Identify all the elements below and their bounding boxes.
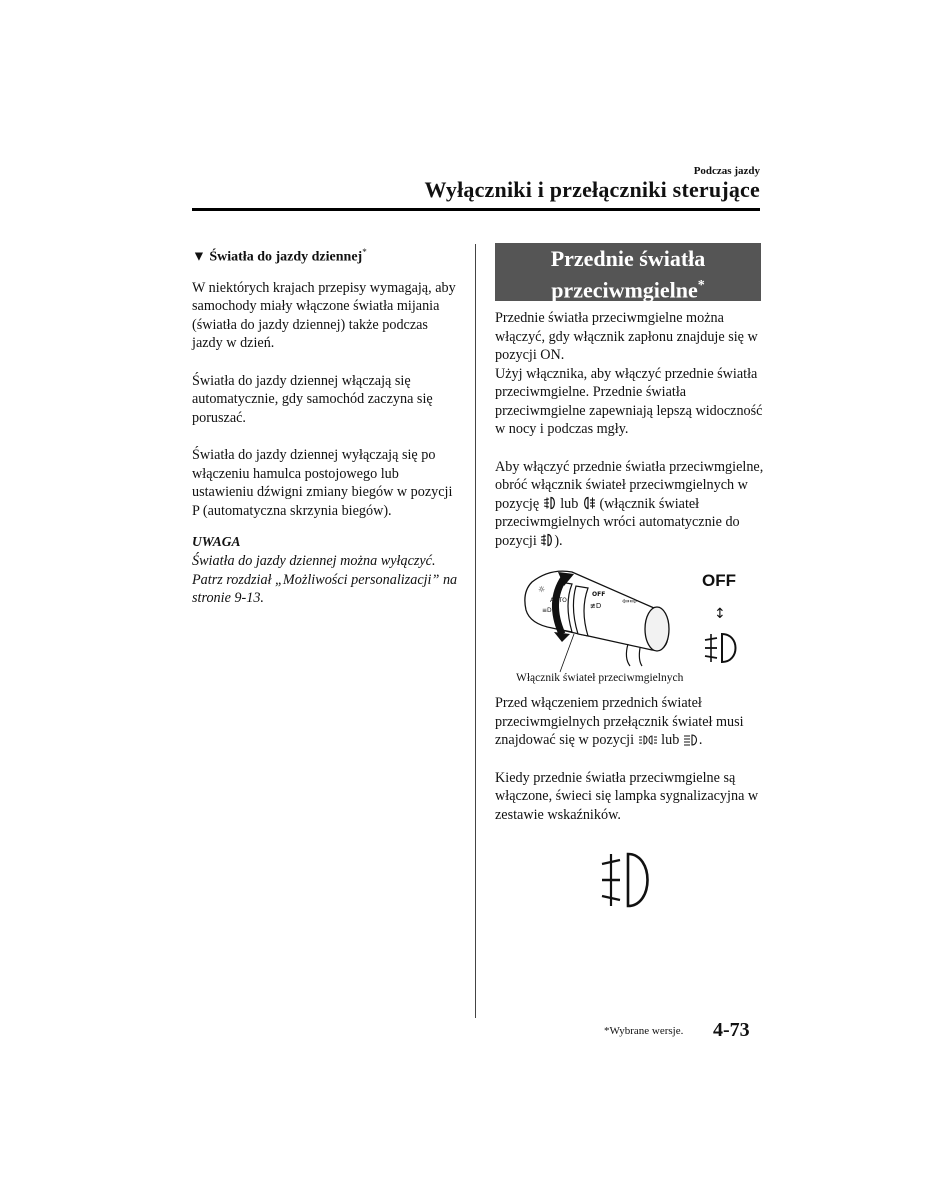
paragraph-fog-3-d: ).: [554, 532, 563, 549]
subsection-heading: [192, 242, 462, 268]
paragraph-fog-4-a: Przed włączeniem przednich świateł przeciwmgielnych przełącznik świateł musi znajdować się w pozycji: [495, 695, 744, 748]
paragraph-3: Światła do jazdy dziennej wyłączają się po włączeniu hamulca postojowego lub ustawieniu dźwigni zmiany biegów w pozycji P (automatyczna skrzynia biegów).: [192, 447, 453, 519]
paragraph-fog-1: Przednie światła przeciwmgielne można włączyć, gdy włącznik zapłonu znajduje się w pozycji ON.: [495, 310, 758, 363]
banner-mark: *: [697, 278, 705, 293]
section-label: Podczas jazdy: [693, 165, 760, 177]
paragraph-fog-3-b: lub: [560, 495, 579, 512]
figure-caption: Włącznik świateł przeciwmgielnych: [516, 672, 684, 684]
right-column: [495, 243, 765, 569]
fog-light-icon: [540, 533, 554, 547]
triangle-marker-icon: ▼: [192, 249, 206, 265]
note-text: Światła do jazdy dziennej można wyłączyć. Patrz rozdział „Możliwości personalizacji” na stronie 9-13.: [192, 553, 458, 607]
figure-off-label: OFF: [702, 571, 736, 590]
footnote: *Wybrane wersje.: [604, 1025, 684, 1037]
column-divider: [475, 244, 476, 1018]
paragraph-fog-3: [495, 458, 765, 551]
rear-fog-light-icon: [582, 496, 596, 510]
paragraph-2: Światła do jazdy dziennej włączają się automatycznie, gdy samochód zaczyna się poruszać.: [192, 372, 433, 426]
paragraph-fog-3-c: (włącznik świateł przeciwmgielnych wróci automatycznie do pozycji: [495, 495, 740, 549]
svg-text:AUTO: AUTO: [550, 597, 567, 604]
svg-text:≡D: ≡D: [542, 607, 552, 614]
title-rule: [192, 208, 760, 211]
svg-text:≢D: ≢D: [590, 602, 602, 610]
fog-light-icon: [705, 634, 736, 662]
paragraph-fog-5: Kiedy przednie światła przeciwmgielne są włączone, świeci się lampka sygnalizacyjna w zestawie wskaźników.: [495, 769, 759, 823]
paragraph-fog-2: Użyj włącznika, aby włączyć przednie światła przeciwmgielne. Przednie światła przeciwmgielne zapewniają lepszą widoczność w nocy i podczas mgły.: [495, 365, 763, 437]
paragraph-fog-4: [495, 694, 767, 750]
section-banner: [495, 243, 761, 301]
page-title: Wyłączniki i przełączniki sterujące: [424, 177, 760, 202]
left-column: [192, 242, 462, 608]
svg-text:☼: ☼: [538, 585, 546, 594]
right-column-lower: [495, 694, 767, 843]
banner-line-1: Przednie światła: [550, 246, 706, 271]
figure-arrow: ↕: [714, 606, 726, 622]
fog-light-icon: [543, 496, 557, 510]
headlight-icon: [683, 734, 699, 746]
svg-text:⇦⇨: ⇦⇨: [622, 597, 638, 607]
fog-indicator-icon: [598, 850, 656, 917]
paragraph-1: W niektórych krajach przepisy wymagają, aby samochody miały włączone światła mijania (światła do jazdy dziennej) także podczas jazdy w dzień.: [192, 279, 456, 352]
page-number: 4-73: [713, 1019, 750, 1041]
note-title: UWAGA: [192, 534, 241, 550]
paragraph-fog-4-c: .: [698, 732, 703, 748]
subsection-heading-text: Światła do jazdy dziennej: [209, 249, 363, 265]
paragraph-fog-3-a: Aby włączyć przednie światła przeciwmgielne, obróć włącznik świateł przeciwmgielnych w pozycję: [495, 458, 764, 512]
subsection-heading-mark: *: [362, 247, 367, 257]
banner-line-2: przeciwmgielne: [551, 277, 698, 303]
svg-text:OFF: OFF: [592, 591, 606, 598]
paragraph-fog-4-b: lub: [661, 732, 680, 748]
parking-light-icon: [638, 734, 658, 746]
